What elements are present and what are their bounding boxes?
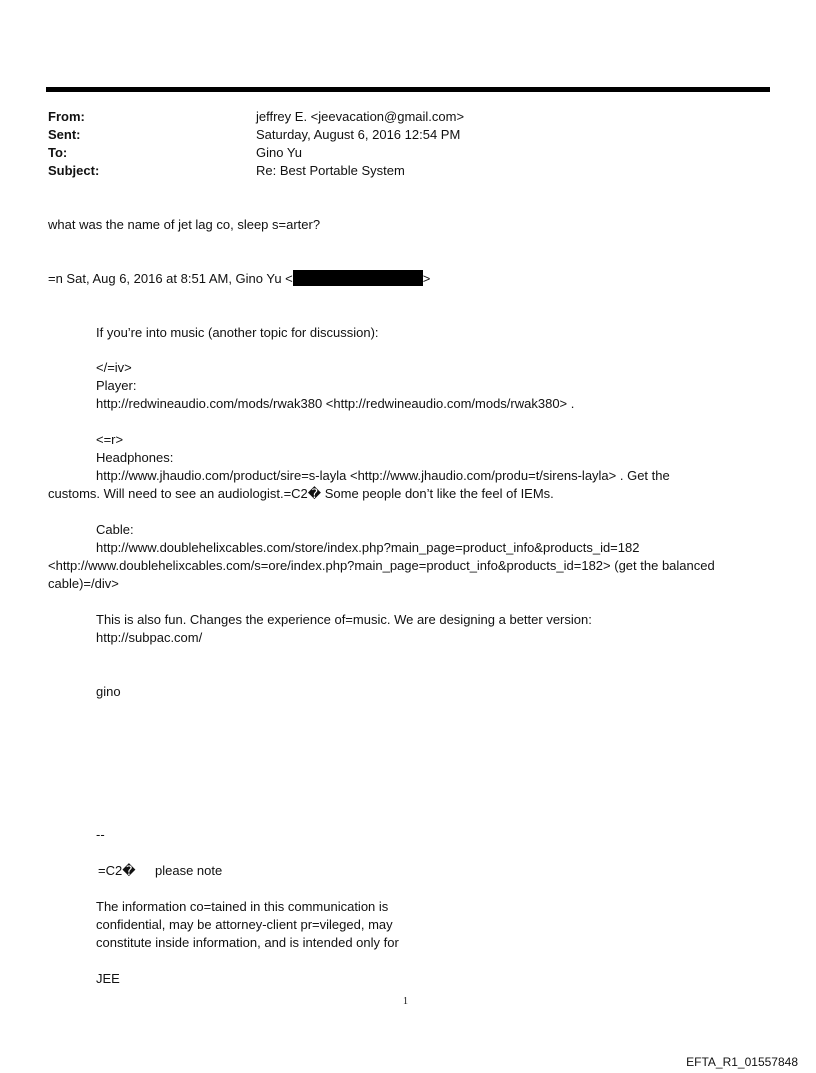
sent-value: Saturday, August 6, 2016 12:54 PM bbox=[256, 127, 461, 142]
to-label: To: bbox=[48, 145, 68, 160]
subpac-url[interactable]: http://subpac.com/ bbox=[96, 630, 203, 645]
div-tag: </=iv> bbox=[96, 360, 132, 375]
subject-label: Subject: bbox=[48, 163, 100, 178]
confidential-line-3: constitute inside information, and is intended only for bbox=[96, 935, 399, 950]
to-value: Gino Yu bbox=[256, 145, 303, 160]
signature-dashes: -- bbox=[96, 827, 105, 842]
c2-mark: =C2� bbox=[98, 863, 136, 878]
sent-label: Sent: bbox=[48, 127, 81, 142]
headphones-label: Headphones: bbox=[96, 450, 174, 465]
confidential-line-2: confidential, may be attorney-client pr=vileged, may bbox=[96, 917, 393, 932]
fun-line: This is also fun. Changes the experience of=music. We are designing a better version: bbox=[96, 612, 592, 627]
cable-label: Cable: bbox=[96, 522, 134, 537]
music-intro: If you’re into music (another topic for discussion): bbox=[96, 325, 379, 340]
player-url[interactable]: http://redwineaudio.com/mods/rwak380 <http://redwineaudio.com/mods/rwak380> . bbox=[96, 396, 575, 411]
confidential-line-1: The information co=tained in this communication is bbox=[96, 899, 389, 914]
quote-prefix: =n Sat, Aug 6, 2016 at 8:51 AM, Gino Yu < bbox=[48, 271, 293, 286]
from-label: From: bbox=[48, 109, 85, 124]
document-id: EFTA_R1_01557848 bbox=[686, 1055, 798, 1069]
page-number: 1 bbox=[403, 996, 408, 1007]
cable-url[interactable]: http://www.doublehelixcables.com/store/index.php?main_page=product_info&products_id=182 bbox=[96, 540, 640, 555]
player-label: Player: bbox=[96, 378, 137, 393]
cable-tail: cable)=/div> bbox=[48, 576, 119, 591]
signature: gino bbox=[96, 684, 121, 699]
header-rule bbox=[46, 87, 770, 92]
jee-initials: JEE bbox=[96, 971, 120, 986]
subject-value: Re: Best Portable System bbox=[256, 163, 405, 178]
message-line: what was the name of jet lag co, sleep s=arter? bbox=[48, 217, 321, 232]
quote-header bbox=[48, 270, 430, 288]
quote-suffix: > bbox=[422, 271, 431, 286]
cable-url-continued[interactable]: <http://www.doublehelixcables.com/s=ore/index.php?main_page=product_info&products_id=182> (get the balanced bbox=[48, 558, 715, 573]
redaction-box bbox=[293, 270, 423, 286]
headphones-url[interactable]: http://www.jhaudio.com/product/sire=s-layla <http://www.jhaudio.com/produ=t/sirens-layla> . Get the bbox=[96, 468, 670, 483]
headphones-note: customs. Will need to see an audiologist.=C2� Some people don’t like the feel of IEMs. bbox=[48, 486, 554, 501]
from-value[interactable]: jeffrey E. <jeevacation@gmail.com> bbox=[256, 109, 465, 124]
br-tag: <=r> bbox=[96, 432, 124, 447]
please-note: please note bbox=[155, 863, 223, 878]
